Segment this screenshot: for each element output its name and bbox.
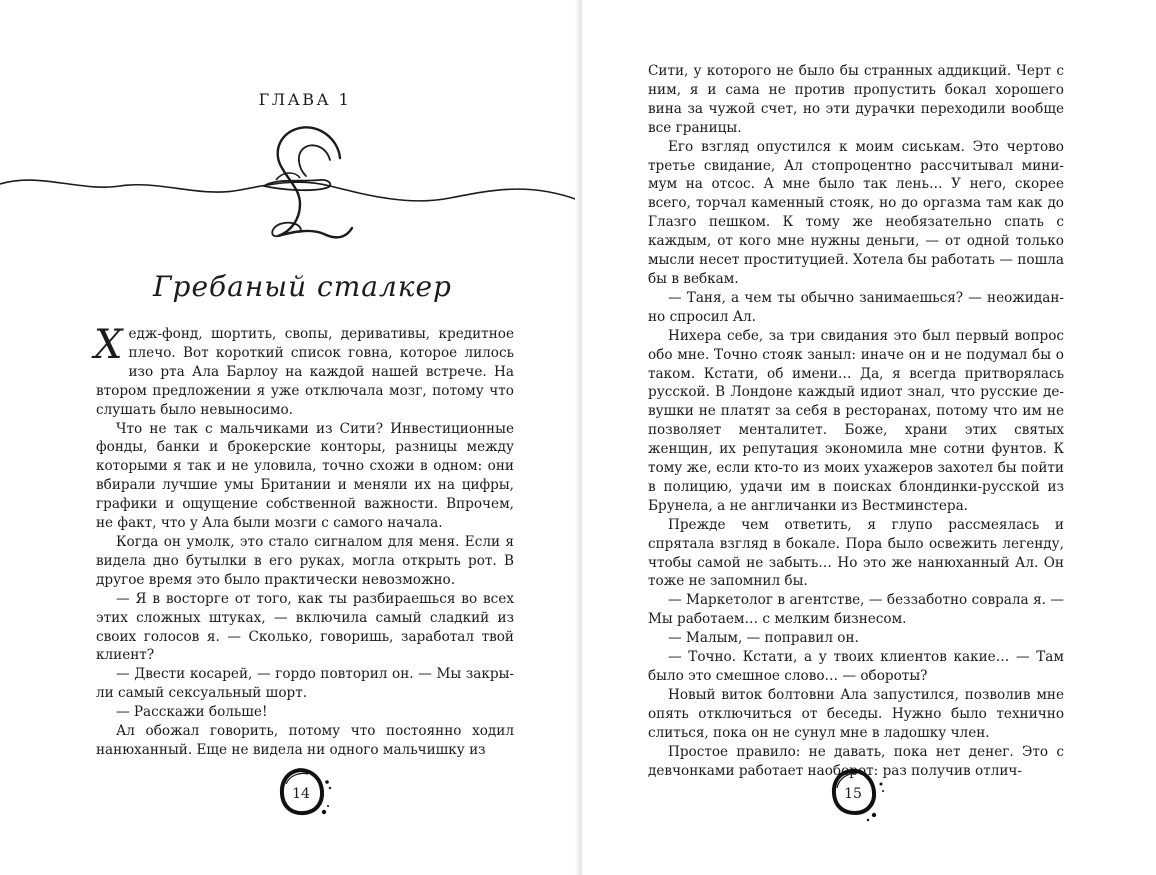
paragraph: Прежде чем ответить, я глупо рассмеялась и спрятала взгляд в бокале. Пора было освежить легенду, чтобы самой не забыть… Но это же нанюханный Ал. Он тоже не запомнил бы. — [648, 516, 1064, 590]
page-number-text: 14 — [292, 786, 310, 802]
paragraph: — Расскажи больше! — [116, 704, 268, 721]
paragraph: Ал обожал говорить, потому что постоянно ходил нанюханный. Еще не видела ни одного мальчишку из — [96, 723, 514, 758]
page-number-right — [830, 766, 890, 826]
pound-sign-wave-ornament-icon — [0, 120, 578, 250]
paragraph: Сити, у которого не было бы странных аддикций. Черт с ним, я и сама не против пропустить бокал хорошего вина за чужой счет, но эти дурачки переходили вообще все границы. — [648, 63, 1064, 136]
left-page-body — [94, 322, 514, 760]
paragraph: Что не так с мальчиками из Сити? Инвестиционные фонды, банки и брокерские конторы, разницы между которыми я так и не уловила, точно схожи в одном: они вбирали лучшие умы Британии и меняли их на цифры, графики и ощущение собственной важности. Впрочем, не факт, что у Ала были мозги с самого начала. — [96, 420, 514, 532]
paragraph: Нихера себе, за три свидания это был первый вопрос обо мне. Точно стояк заныл: иначе он и не подумал бы о таком. Кстати, об имени… Да, я всегда притворялась русской. В Лондоне каждый идиот знал, что русские девушки не платят за себя в ресторанах, потому что им не позволяет менталитет. Боже, храни этих святых женщин, их репутация экономила мне сотни фунтов. К тому же, если кто-то из моих ухажеров захотел бы пойти в полицию, удачи им в поисках блондинки-русской из Брунела, а не англичанки из Вестминстера. — [648, 327, 1064, 514]
page-number-text: 15 — [844, 786, 862, 802]
paragraph: — Точно. Кстати, а у твоих клиентов какие… — Там было это смешное слово… — обороты? — [648, 649, 1064, 684]
paragraph: Когда он умолк, это стало сигналом для меня. Если я видела дно бутылки в его руках, могла открыть рот. В другое время это было практически невозможно. — [96, 533, 514, 588]
page-number-left — [278, 766, 338, 826]
chapter-title: Гребаный сталкер — [153, 270, 452, 303]
paragraph-text: едж-фонд, шортить, свопы, деривативы, кредитное плечо. Вот короткий список говна, которое лилось изо рта Ала Барлоу на каждой нашей встрече. На втором предложении я уже отключала мозг, потому что слушать было невыносимо. — [96, 326, 514, 418]
paragraph: — Двести косарей, — гордо повторил он. — Мы закрыли самый сексуальный шорт. — [96, 666, 514, 702]
paragraph: Новый виток болтовни Ала запустился, позволив мне опять отключиться от беседы. Нужно было технично слиться, пока он не сунул мне в ладошку член. — [648, 686, 1064, 741]
paragraph: — Малым, — поправил он. — [668, 630, 859, 647]
paragraph — [94, 322, 514, 420]
paragraph: — Маркетолог в агентстве, — беззаботно соврала я. — Мы работаем… с мелким бизнесом. — [648, 592, 1064, 628]
paragraph: — Таня, а чем ты обычно занимаешься? — неожиданно спросил Ал. — [648, 289, 1064, 325]
drop-cap: Х — [94, 322, 123, 368]
chapter-label: ГЛАВА 1 — [258, 90, 352, 109]
paragraph: — Я в восторге от того, как ты разбираешься во всех этих сложных штуках, — включила самый сладкий из своих голосов я. — Сколько, говоришь, заработал твой клиент? — [96, 590, 514, 664]
right-page-body — [648, 62, 1064, 780]
paragraph: Его взгляд опустился к моим сиськам. Это чертово третье свидание, Ал стопроцентно рассчитывал минимум на отсос. А мне было так лень… У него, скорее всего, торчал каменный стояк, но до оргазма там как до Глазго пешком. К тому же необязательно спать с каждым, от кого мне нужны деньги, — от одной только мысли несет проституцией. Хотела бы работать — пошла бы в вебкам. — [648, 138, 1064, 287]
paragraph: Простое правило: не давать, пока нет денег. Это с девчонками работает наоборот: раз получив отлич- — [648, 743, 1064, 779]
